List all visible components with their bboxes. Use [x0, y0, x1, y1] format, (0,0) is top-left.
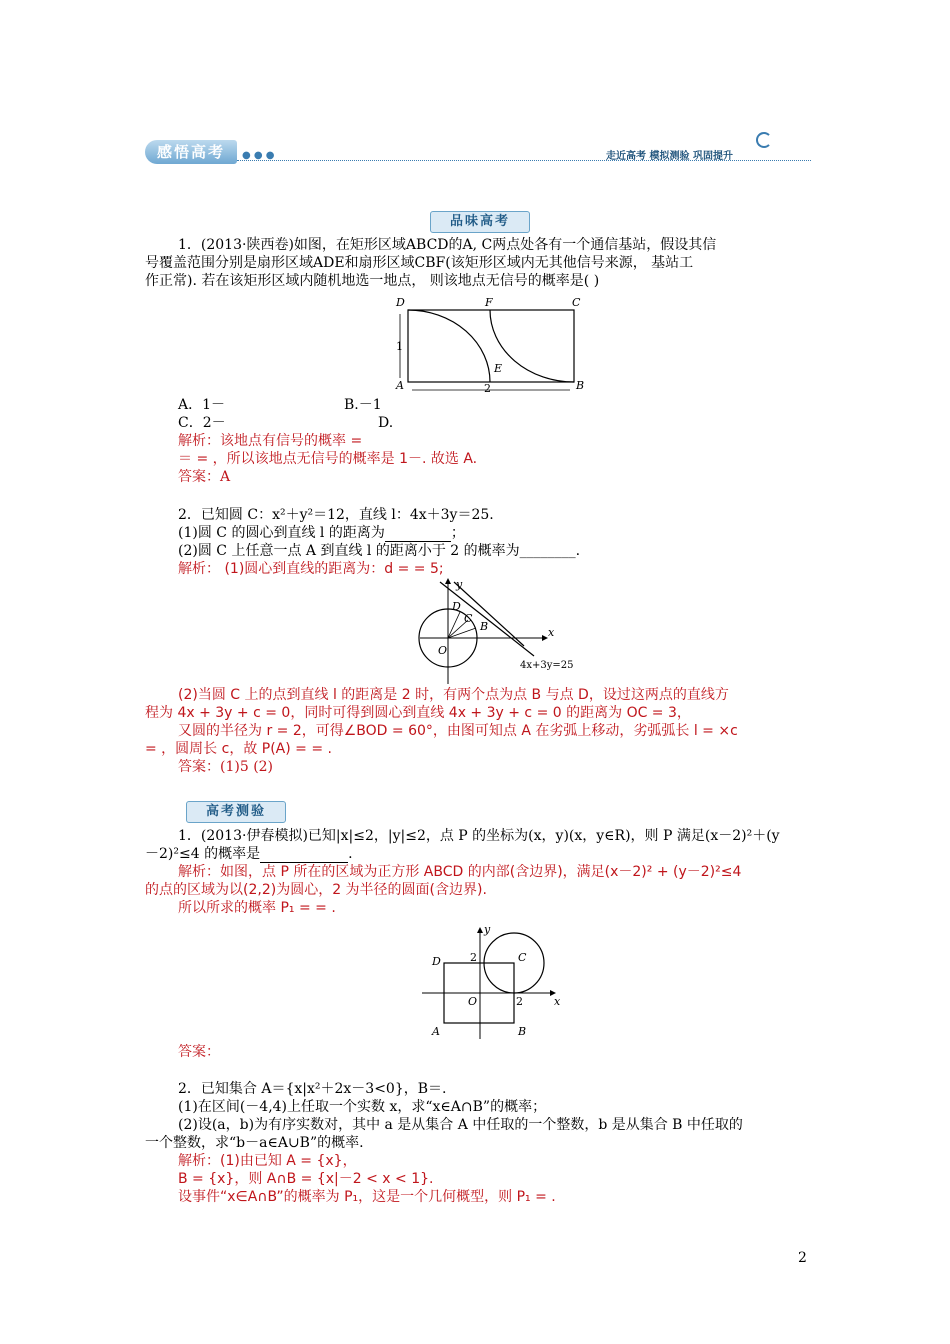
q2-solution-text1: (1)圆心到直线的距离为：d = = 5;: [220, 561, 444, 577]
q2-text-line2-prefix: (1)圆 C 的圆心到直线 l 的距离为: [178, 525, 385, 541]
q3-solution-line2: 的点的区域为以(2,2)为圆心，2 为半径的圆面(含边界).: [145, 882, 487, 898]
q1-option-b: B.－1: [344, 397, 382, 413]
q1-label-E: E: [494, 362, 503, 375]
q3-text-line2-prefix: －2)²≤4 的概率是: [145, 846, 261, 862]
q2-blank-1[interactable]: [385, 527, 451, 542]
q2-label-B: B: [480, 620, 489, 633]
q1-option-a: A．1－: [178, 397, 226, 413]
section-banner-pinwei: 品味高考: [430, 211, 530, 233]
q3-figure-square-circle: [418, 919, 568, 1045]
q4-text-line2: (1)在区间(－4,4)上任取一个实数 x，求“x∈A∩B”的概率；: [178, 1099, 547, 1115]
q1-label-C: C: [572, 296, 581, 309]
q3-text-line2: [145, 845, 353, 863]
question-1: [145, 236, 810, 486]
q2-label-D: D: [452, 600, 461, 613]
q2-solution-line5: = ，圆周长 c，故 P(A) = = .: [145, 741, 332, 757]
q3-label-2-top: 2: [470, 951, 477, 964]
q2-label-O: O: [438, 644, 448, 657]
q1-answer: 答案：A: [178, 469, 231, 485]
page-number: 2: [798, 1250, 807, 1266]
q4-solution-line2: B = {x}，则 A∩B = {x|－2 < x < 1}.: [178, 1171, 434, 1187]
q3-solution-line1: 解析：如图，点 P 所在的区域为正方形 ABCD 的内部(含边界)，满足(x－2)² + (y－2)²≤4: [178, 864, 742, 880]
q2-figure-circle-line: [416, 576, 586, 692]
q1-label-2: 2: [484, 382, 491, 394]
q1-text-line3: 作正常). 若在该矩形区域内随机地选一地点， 则该地点无信号的概率是( ): [145, 273, 600, 289]
q4-solution-label: 解析：: [178, 1153, 220, 1169]
q1-solution-line1: 解析：该地点有信号的概率 =: [178, 433, 363, 449]
q3-text-line2-suffix: .: [348, 846, 353, 862]
q2-solution-line4: 又圆的半径为 r = 2，可得∠BOD = 60°，由图可知点 A 在劣弧上移动，劣弧弧长 l = ×c: [178, 723, 738, 739]
q2-label-x: x: [548, 626, 555, 639]
q1-solution-line2: ＝ = ，所以该地点无信号的概率是 1－. 故选 A.: [178, 451, 478, 467]
question-4: [145, 1080, 810, 1210]
q2-label-C: C: [464, 612, 473, 625]
q3-label-A: A: [432, 1025, 440, 1038]
q2-text-line3: (2)圆 C 上任意一点 A 到直线 l 的距离小于 2 的概率为________.: [178, 543, 581, 559]
q4-text-line4: 一个整数，求“b－a∈A∪B”的概率.: [145, 1135, 364, 1151]
q4-solution-line1: [178, 1152, 357, 1170]
q2-solution-line2: (2)当圆 C 上的点到直线 l 的距离是 2 时，有两个点为点 B 与点 D，设过这两点的直线方: [178, 687, 729, 703]
q1-label-D: D: [396, 296, 405, 309]
q2-label-line-eq: 4x+3y=25: [520, 660, 574, 671]
q3-blank[interactable]: [260, 848, 348, 863]
q3-label-2-right: 2: [516, 995, 523, 1008]
q4-solution-line3: 设事件“x∈A∩B”的概率为 P₁，这是一个几何概型，则 P₁ = .: [178, 1189, 556, 1205]
q2-answer: 答案：(1)5 (2): [178, 759, 274, 775]
q3-answer: 答案：: [178, 1044, 220, 1060]
q3-label-D: D: [432, 955, 441, 968]
q3-label-C: C: [518, 951, 527, 964]
header-banner-left: 感悟高考: [145, 140, 237, 164]
q4-solution-text1: (1)由已知 A = {x}，: [220, 1153, 357, 1169]
q3-solution-line3: 所以所求的概率 P₁ = = .: [178, 900, 336, 916]
q3-label-x: x: [554, 995, 561, 1008]
q1-text-line2: 号覆盖范围分别是扇形区域ADE和扇形区域CBF(该矩形区域内无其他信号来源， 基站工: [145, 255, 694, 271]
q1-text-line1: 1．(2013·陕西卷)如图，在矩形区域ABCD的A, C两点处各有一个通信基站，假设其信: [178, 237, 717, 253]
q2-text-line2: [178, 524, 465, 542]
q1-option-c: C．2－: [178, 415, 226, 431]
q1-label-B: B: [576, 379, 585, 392]
q2-label-y: y: [456, 578, 463, 591]
header-nav-text: 走近高考 模拟测验 巩固提升: [606, 151, 733, 162]
q3-label-O: O: [468, 995, 478, 1008]
q2-solution-line3: 程为 4x + 3y + c = 0，同时可得到圆心到直线 4x + 3y + c = 0 的距离为 OC = 3，: [145, 705, 691, 721]
q3-text-line1: 1．(2013·伊春模拟)已知|x|≤2，|y|≤2，点 P 的坐标为(x，y)(x，y∈R)，则 P 满足(x－2)²＋(y: [178, 828, 780, 844]
header-dots: ● ● ●: [242, 150, 275, 161]
q1-label-A: A: [396, 379, 404, 392]
question-3: [145, 827, 810, 1067]
q4-text-line3: (2)设(a，b)为有序实数对，其中 a 是从集合 A 中任取的一个整数，b 是从集合 B 中任取的: [178, 1117, 743, 1133]
q3-label-y: y: [484, 923, 491, 936]
q2-text-line1: 2．已知圆 C：x²＋y²＝12，直线 l：4x＋3y＝25.: [178, 507, 494, 523]
header-swirl-icon: [756, 132, 772, 148]
q3-label-B: B: [518, 1025, 527, 1038]
q2-solution-line1: [178, 560, 444, 578]
q4-text-line1: 2．已知集合 A＝{x|x²＋2x－3<0}，B＝.: [178, 1081, 447, 1097]
q2-solution-label: 解析：: [178, 561, 220, 577]
q1-label-F: F: [485, 296, 493, 309]
section-banner-gaokao: 高考测验: [186, 801, 286, 823]
q1-option-d: D.: [378, 415, 394, 431]
q1-figure-rectangle: [392, 294, 592, 394]
q1-label-1: 1: [396, 340, 403, 353]
q2-text-line2-suffix: ；: [450, 525, 465, 541]
question-2: [145, 506, 810, 786]
